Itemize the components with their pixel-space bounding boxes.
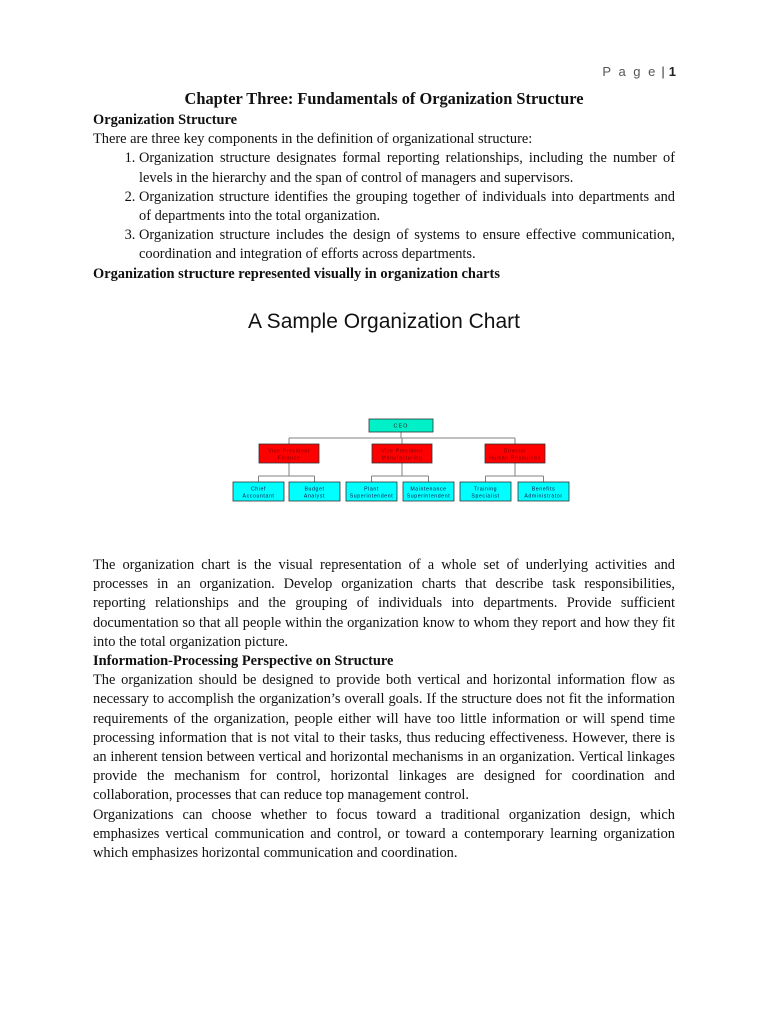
page-number — [602, 64, 676, 79]
staff-box-label-line2: Superintendent — [406, 493, 451, 500]
chart-title: A Sample Organization Chart — [248, 309, 520, 333]
manager-box-label-line2: Finance — [277, 455, 301, 462]
page-separator: | — [661, 64, 665, 79]
manager-box-label-line2: Manufacturing — [381, 455, 423, 462]
staff-box-label-line2: Specialist — [471, 493, 500, 500]
staff-box-label-line1: Chief — [250, 486, 267, 493]
list-item: 1. Organization structure designates formal reporting relationships, including the number of levels in the hierarchy and the span of control of managers and supervisors. — [139, 149, 675, 187]
page-label: P a g e — [602, 64, 658, 79]
staff-box-label-line1: Plant — [364, 486, 379, 493]
staff-box-label-line1: Training — [473, 486, 498, 493]
staff-box-label-line1: Budget — [304, 486, 325, 493]
paragraph-info-flow: The organization should be designed to provide both vertical and horizontal information flow as necessary to accomplish the organization’s overall goals. If the structure does not fit the information requirements of the organization, people either will have too little information or will spend time processing information that is not vital to their tasks, thus reducing effectiveness. However, there is an inherent tension between vertical and horizontal mechanisms in an organization. Vertical linkages provide the mechanism for control, horizontal linkages are designed for coordination and collaboration, processes that can reduce top management control. — [93, 672, 675, 804]
paragraph-org-design-choice: Organizations can choose whether to focus toward a traditional organization design, which emphasizes vertical communication and control, or toward a contemporary learning organization which emphasizes horizontal communication and coordination. — [93, 806, 675, 862]
list-item: 2. Organization structure identifies the grouping together of individuals into departments and of departments into the total organization. — [139, 188, 675, 226]
section-heading-org-charts: Organization structure represented visually in organization charts — [93, 265, 500, 282]
staff-box-label-line1: Benefits — [531, 486, 556, 493]
staff-box-label-line2: Analyst — [303, 493, 326, 500]
ceo-box-label: CEO — [393, 423, 409, 430]
paragraph-org-chart: The organization chart is the visual representation of a whole set of underlying activities and processes in an organization. Develop organization charts that describe task responsibilities, reporting relationships and the grouping of individuals into departments. Provide sufficient documentation so that all people within the organization know to whom they report and how they fit into the total organization picture. — [93, 557, 675, 650]
org-chart-svg — [93, 331, 675, 556]
staff-box-label-line2: Accountant — [242, 493, 275, 500]
manager-box-label-line1: Vice President — [381, 448, 423, 455]
page-number-value: 1 — [668, 64, 676, 79]
staff-box-label-line2: Superintendent — [349, 493, 394, 500]
chapter-title: Chapter Three: Fundamentals of Organization Structure — [184, 89, 584, 108]
section-heading-info-processing: Information-Processing Perspective on Structure — [93, 653, 394, 670]
org-chart — [93, 331, 675, 556]
staff-box-label-line1: Maintenance — [410, 486, 447, 493]
section-intro: There are three key components in the definition of organizational structure: — [93, 131, 533, 148]
staff-box-label-line2: Administrator — [524, 493, 563, 500]
manager-box-label-line1: Director — [503, 448, 527, 455]
components-list — [93, 149, 675, 264]
section-heading-org-structure: Organization Structure — [93, 112, 238, 128]
manager-box-label-line2: Human Resources — [489, 455, 541, 462]
document-body — [93, 88, 675, 863]
list-item: 3. Organization structure includes the design of systems to ensure effective communication, coordination and integration of efforts across departments. — [139, 226, 675, 264]
manager-box-label-line1: Vice President — [268, 448, 310, 455]
